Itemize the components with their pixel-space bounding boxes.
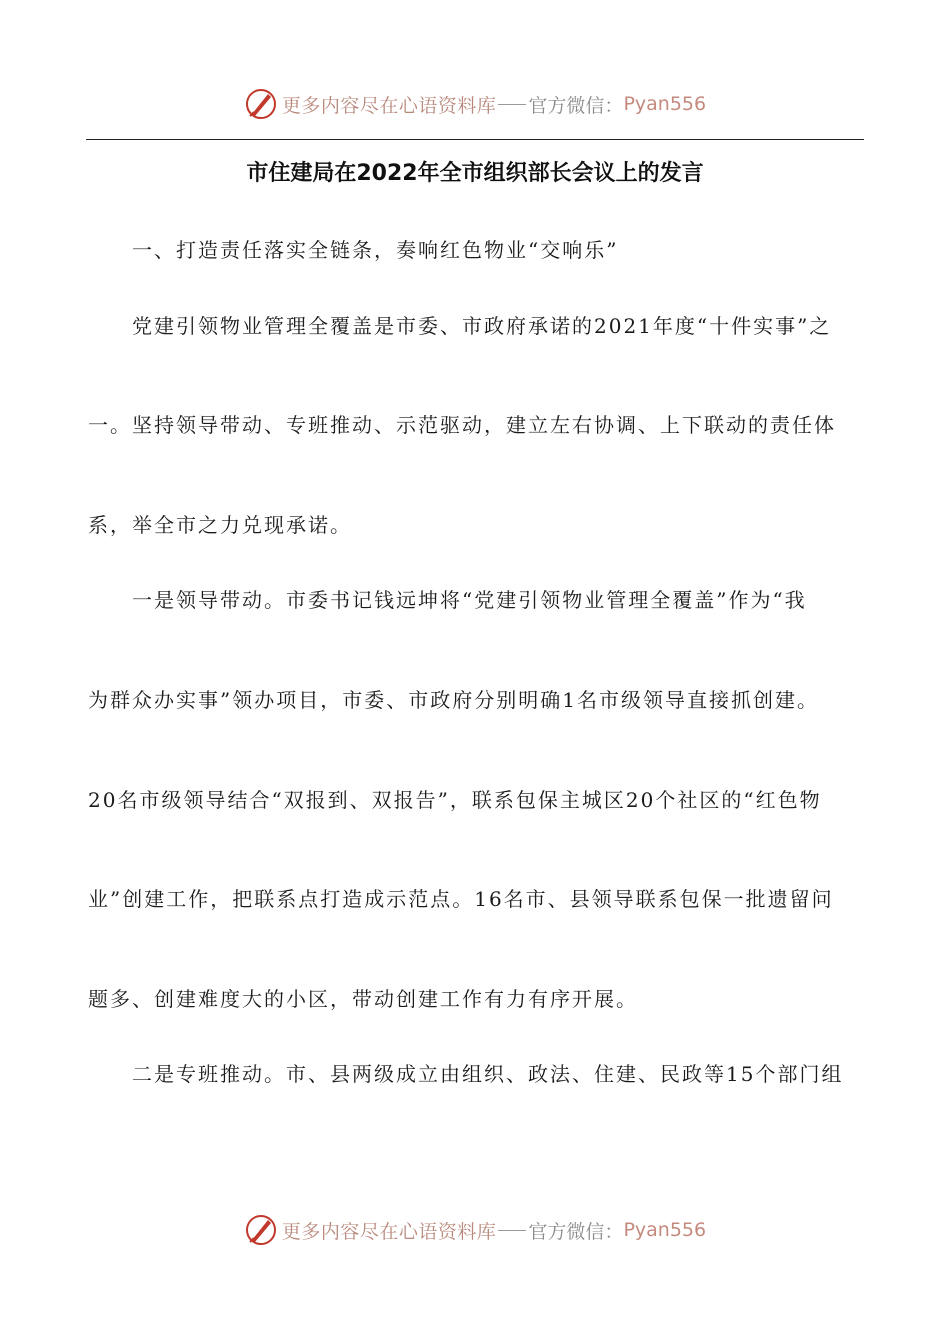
banner-wechat-id: Pyan556: [623, 1219, 707, 1241]
banner-slogan: 更多内容尽在心语资料库: [281, 1220, 497, 1243]
quill-logo-icon: [244, 87, 278, 121]
paragraph-line: 业”创建工作，把联系点打造成示范点。16名市、县领导联系包保一批遗留问: [88, 887, 834, 911]
paragraph-line: 20名市级领导结合“双报到、双报告”，联系包保主城区20个社区的“红色物: [88, 788, 822, 812]
quill-logo-icon: [244, 1213, 278, 1247]
document-title: 市住建局在2022年全市组织部长会议上的发言: [246, 161, 704, 186]
paragraph-line: 二是专班推动。市、县两级成立由组织、政法、住建、民政等15个部门组: [132, 1062, 844, 1086]
header-banner: [0, 82, 950, 126]
paragraph-line: 题多、创建难度大的小区，带动创建工作有力有序开展。: [88, 987, 638, 1011]
banner-wechat-id: Pyan556: [623, 93, 707, 115]
section-heading: 一、打造责任落实全链条，奏响红色物业“交响乐”: [132, 238, 619, 262]
header-rule: [86, 139, 864, 140]
banner-slogan: 更多内容尽在心语资料库: [281, 94, 497, 117]
paragraph-line: 一。坚持领导带动、专班推动、示范驱动，建立左右协调、上下联动的责任体: [88, 413, 836, 437]
paragraph-line: 系，举全市之力兑现承诺。: [88, 513, 352, 537]
banner-official-label: 官方微信：: [528, 94, 624, 117]
paragraph-line: 党建引领物业管理全覆盖是市委、市政府承诺的2021年度“十件实事”之: [132, 314, 832, 338]
banner-separator: [498, 104, 526, 105]
paragraph-line: 为群众办实事”领办项目，市委、市政府分别明确1名市级领导直接抓创建。: [88, 688, 819, 712]
banner-separator: [498, 1230, 526, 1231]
banner-official-label: 官方微信：: [528, 1220, 624, 1243]
paragraph-line: 一是领导带动。市委书记钱远坤将“党建引领物业管理全覆盖”作为“我: [132, 588, 807, 612]
footer-banner: [0, 1208, 950, 1252]
